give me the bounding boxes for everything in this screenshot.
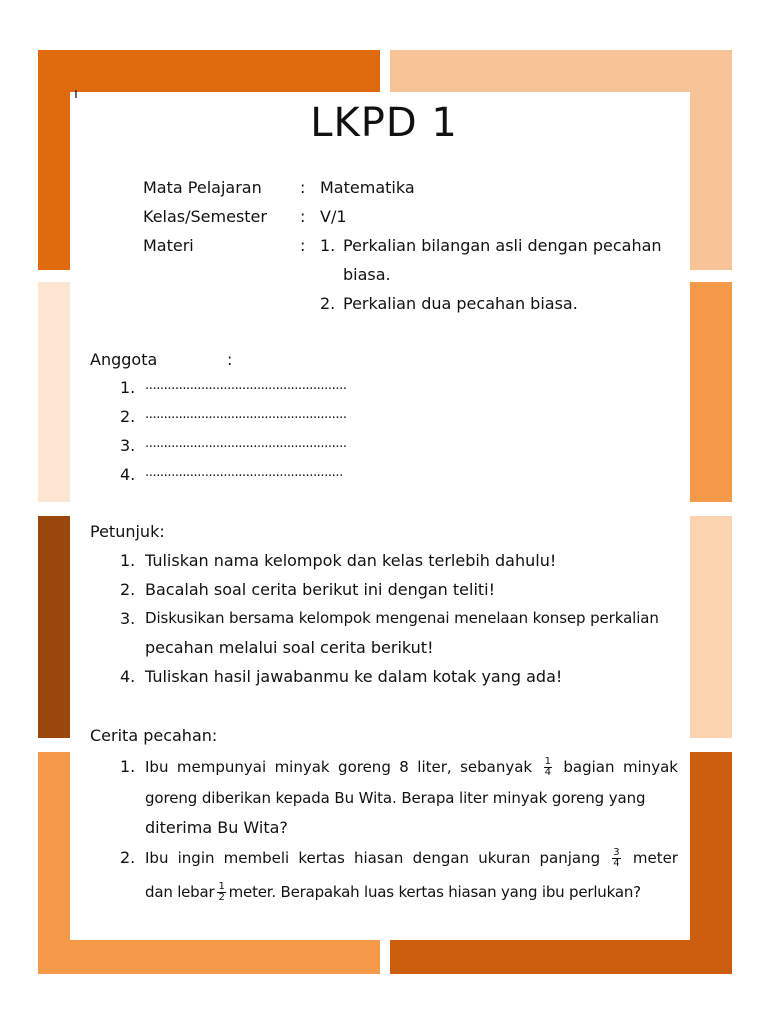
info-value-class: V/1 bbox=[320, 207, 347, 226]
instructions-heading: Petunjuk: bbox=[90, 522, 165, 541]
instruction-2-text: Bacalah soal cerita berikut ini dengan teliti! bbox=[145, 580, 496, 599]
fraction-denominator: 4 bbox=[613, 858, 620, 869]
instruction-4-text: Tuliskan hasil jawabanmu ke dalam kotak yang ada! bbox=[145, 667, 563, 686]
info-value-subject: Matematika bbox=[320, 178, 415, 197]
story-heading: Cerita pecahan: bbox=[90, 726, 218, 745]
fraction-one-quarter bbox=[544, 757, 552, 778]
instruction-1-number: 1. bbox=[120, 551, 136, 570]
info-sep-material: : bbox=[300, 236, 306, 255]
member-4-blank: ..................................................... bbox=[145, 465, 343, 480]
story-1-text-b: bagian minyak bbox=[563, 758, 678, 776]
story-1-line-3: diterima Bu Wita? bbox=[145, 818, 288, 837]
material-item-2-text: Perkalian dua pecahan biasa. bbox=[343, 294, 578, 313]
story-2-text-c: dan lebar bbox=[145, 883, 215, 901]
fraction-denominator: 4 bbox=[544, 767, 551, 778]
story-1-line-2: goreng diberikan kepada Bu Wita. Berapa liter minyak goreng yang bbox=[145, 789, 646, 807]
story-1-line-1 bbox=[145, 751, 678, 783]
member-3-number: 3. bbox=[120, 436, 136, 455]
story-2-text-d: meter. Berapakah luas kertas hiasan yang ibu perlukan? bbox=[228, 883, 641, 901]
member-3-blank: ...................................................... bbox=[145, 436, 347, 451]
fraction-three-quarters bbox=[612, 848, 620, 869]
fraction-numerator: 1 bbox=[544, 756, 551, 767]
fraction-one-half bbox=[217, 882, 225, 903]
info-label-material: Materi bbox=[143, 236, 194, 255]
story-2-line-1 bbox=[145, 842, 678, 874]
material-item-1-text: Perkalian bilangan asli dengan pecahan bbox=[343, 236, 662, 255]
stray-mark: ı bbox=[74, 86, 78, 102]
material-item-2-number: 2. bbox=[320, 294, 336, 313]
members-label: Anggota bbox=[90, 350, 158, 369]
story-1-text-a: Ibu mempunyai minyak goreng 8 liter, sebanyak bbox=[145, 758, 533, 776]
instruction-1-text: Tuliskan nama kelompok dan kelas terlebih dahulu! bbox=[145, 551, 557, 570]
fraction-numerator: 3 bbox=[613, 847, 620, 858]
instruction-2-number: 2. bbox=[120, 580, 136, 599]
material-item-1-number: 1. bbox=[320, 236, 336, 255]
info-sep-subject: : bbox=[300, 178, 306, 197]
page-title: LKPD 1 bbox=[310, 100, 458, 146]
story-2-line-2 bbox=[145, 876, 641, 908]
member-2-blank: ...................................................... bbox=[145, 407, 347, 422]
member-1-blank: ...................................................... bbox=[145, 378, 347, 393]
info-label-class: Kelas/Semester bbox=[143, 207, 267, 226]
info-sep-class: : bbox=[300, 207, 306, 226]
story-2-number: 2. bbox=[120, 848, 136, 867]
instruction-3-text: Diskusikan bersama kelompok mengenai menelaan konsep perkalian bbox=[145, 609, 659, 627]
fraction-numerator: 1 bbox=[218, 881, 225, 892]
fraction-denominator: 2 bbox=[218, 892, 225, 903]
info-label-subject: Mata Pelajaran bbox=[143, 178, 262, 197]
story-2-text-b: meter bbox=[632, 849, 678, 867]
member-2-number: 2. bbox=[120, 407, 136, 426]
member-1-number: 1. bbox=[120, 378, 136, 397]
story-2-text-a: Ibu ingin membeli kertas hiasan dengan ukuran panjang bbox=[145, 849, 601, 867]
members-sep: : bbox=[227, 350, 233, 369]
story-1-number: 1. bbox=[120, 757, 136, 776]
material-item-1-text-cont: biasa. bbox=[343, 265, 391, 284]
instruction-4-number: 4. bbox=[120, 667, 136, 686]
member-4-number: 4. bbox=[120, 465, 136, 484]
instruction-3-number: 3. bbox=[120, 609, 136, 628]
instruction-3-text-cont: pecahan melalui soal cerita berikut! bbox=[145, 638, 434, 657]
